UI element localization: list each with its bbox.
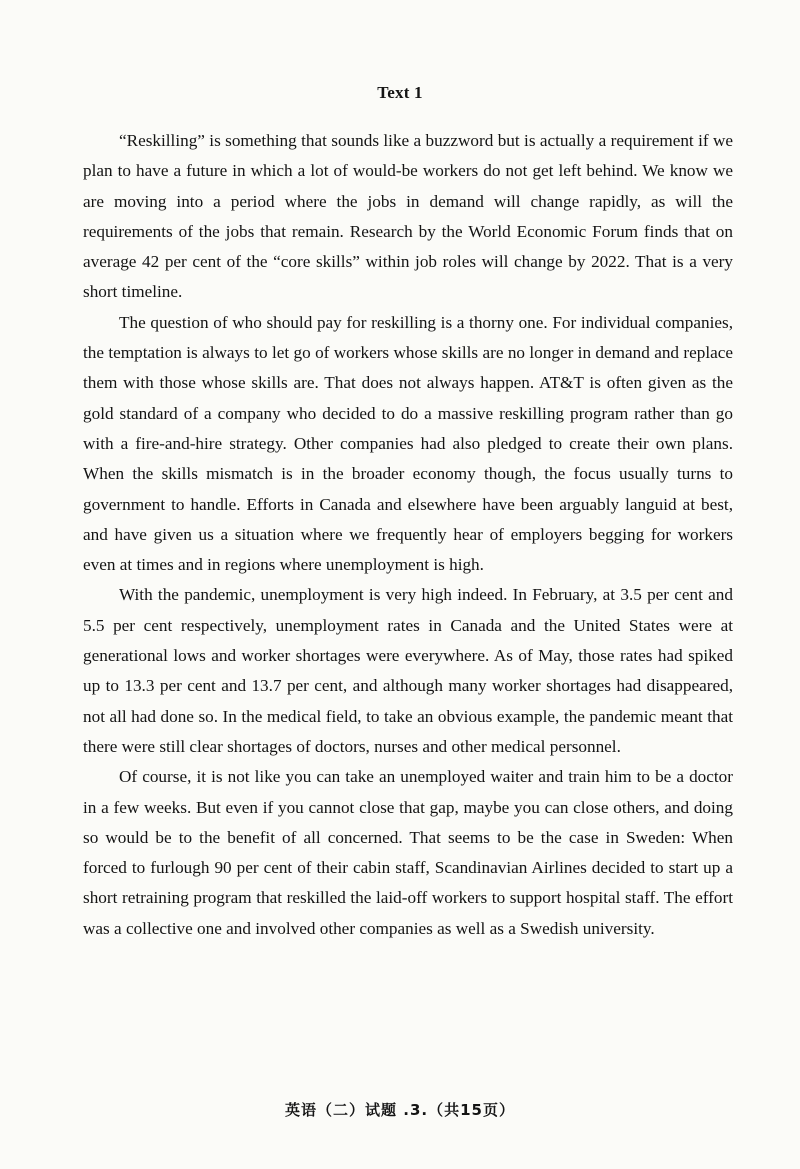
paragraph-4: Of course, it is not like you can take an unemployed waiter and train him to be a doctor in a few weeks. But even if you cannot close that gap, maybe you can close others, and doing so would be to the benefit of all concerned. That seems to be the case in Sweden: When forced to furlough 90 per cent of their cabin staff, Scandinavian Airlines decided to start up a short retraining program that reskilled the laid-off workers to support hospital staff. The effort was a collective one and involved other companies as well as a Swedish university. [83, 767, 733, 938]
paragraph-2: The question of who should pay for reskilling is a thorny one. For individual companies, the temptation is always to let go of workers whose skills are no longer in demand and replace them with those whose skills are. That does not always happen. AT&T is often given as the gold standard of a company who decided to do a massive reskilling program rather than go with a fire-and-hire strategy. Other companies had also pledged to create their own plans. When the skills mismatch is in the broader economy though, the focus usually turns to government to handle. Efforts in Canada and elsewhere have been arguably languid at best, and have given us a situation where we frequently hear of employers begging for workers even at times and in regions where unemployment is high. [83, 312, 733, 575]
paragraph-1: “Reskilling” is something that sounds like a buzzword but is actually a requirement if we plan to have a future in which a lot of would-be workers do not get left behind. We know we are moving into a period where the jobs in demand will change rapidly, as will the requirements of the jobs that remain. Research by the World Economic Forum finds that on average 42 per cent of the “core skills” within job roles will change by 2022. That is a very short timeline. [83, 131, 733, 302]
paragraph-3: With the pandemic, unemployment is very high indeed. In February, at 3.5 per cent and 5.5 per cent respectively, unemployment rates in Canada and the United States were at generational lows and worker shortages were everywhere. As of May, those rates had spiked up to 13.3 per cent and 13.7 per cent, and although many worker shortages had disappeared, not all had done so. In the medical field, to take an obvious example, the pandemic meant that there were still clear shortages of doctors, nurses and other medical personnel. [83, 585, 733, 756]
page-footer: 英语（二）试题 .3.（共15页） [285, 1101, 515, 1119]
text-title: Text 1 [377, 83, 423, 102]
passage-body [83, 126, 733, 944]
